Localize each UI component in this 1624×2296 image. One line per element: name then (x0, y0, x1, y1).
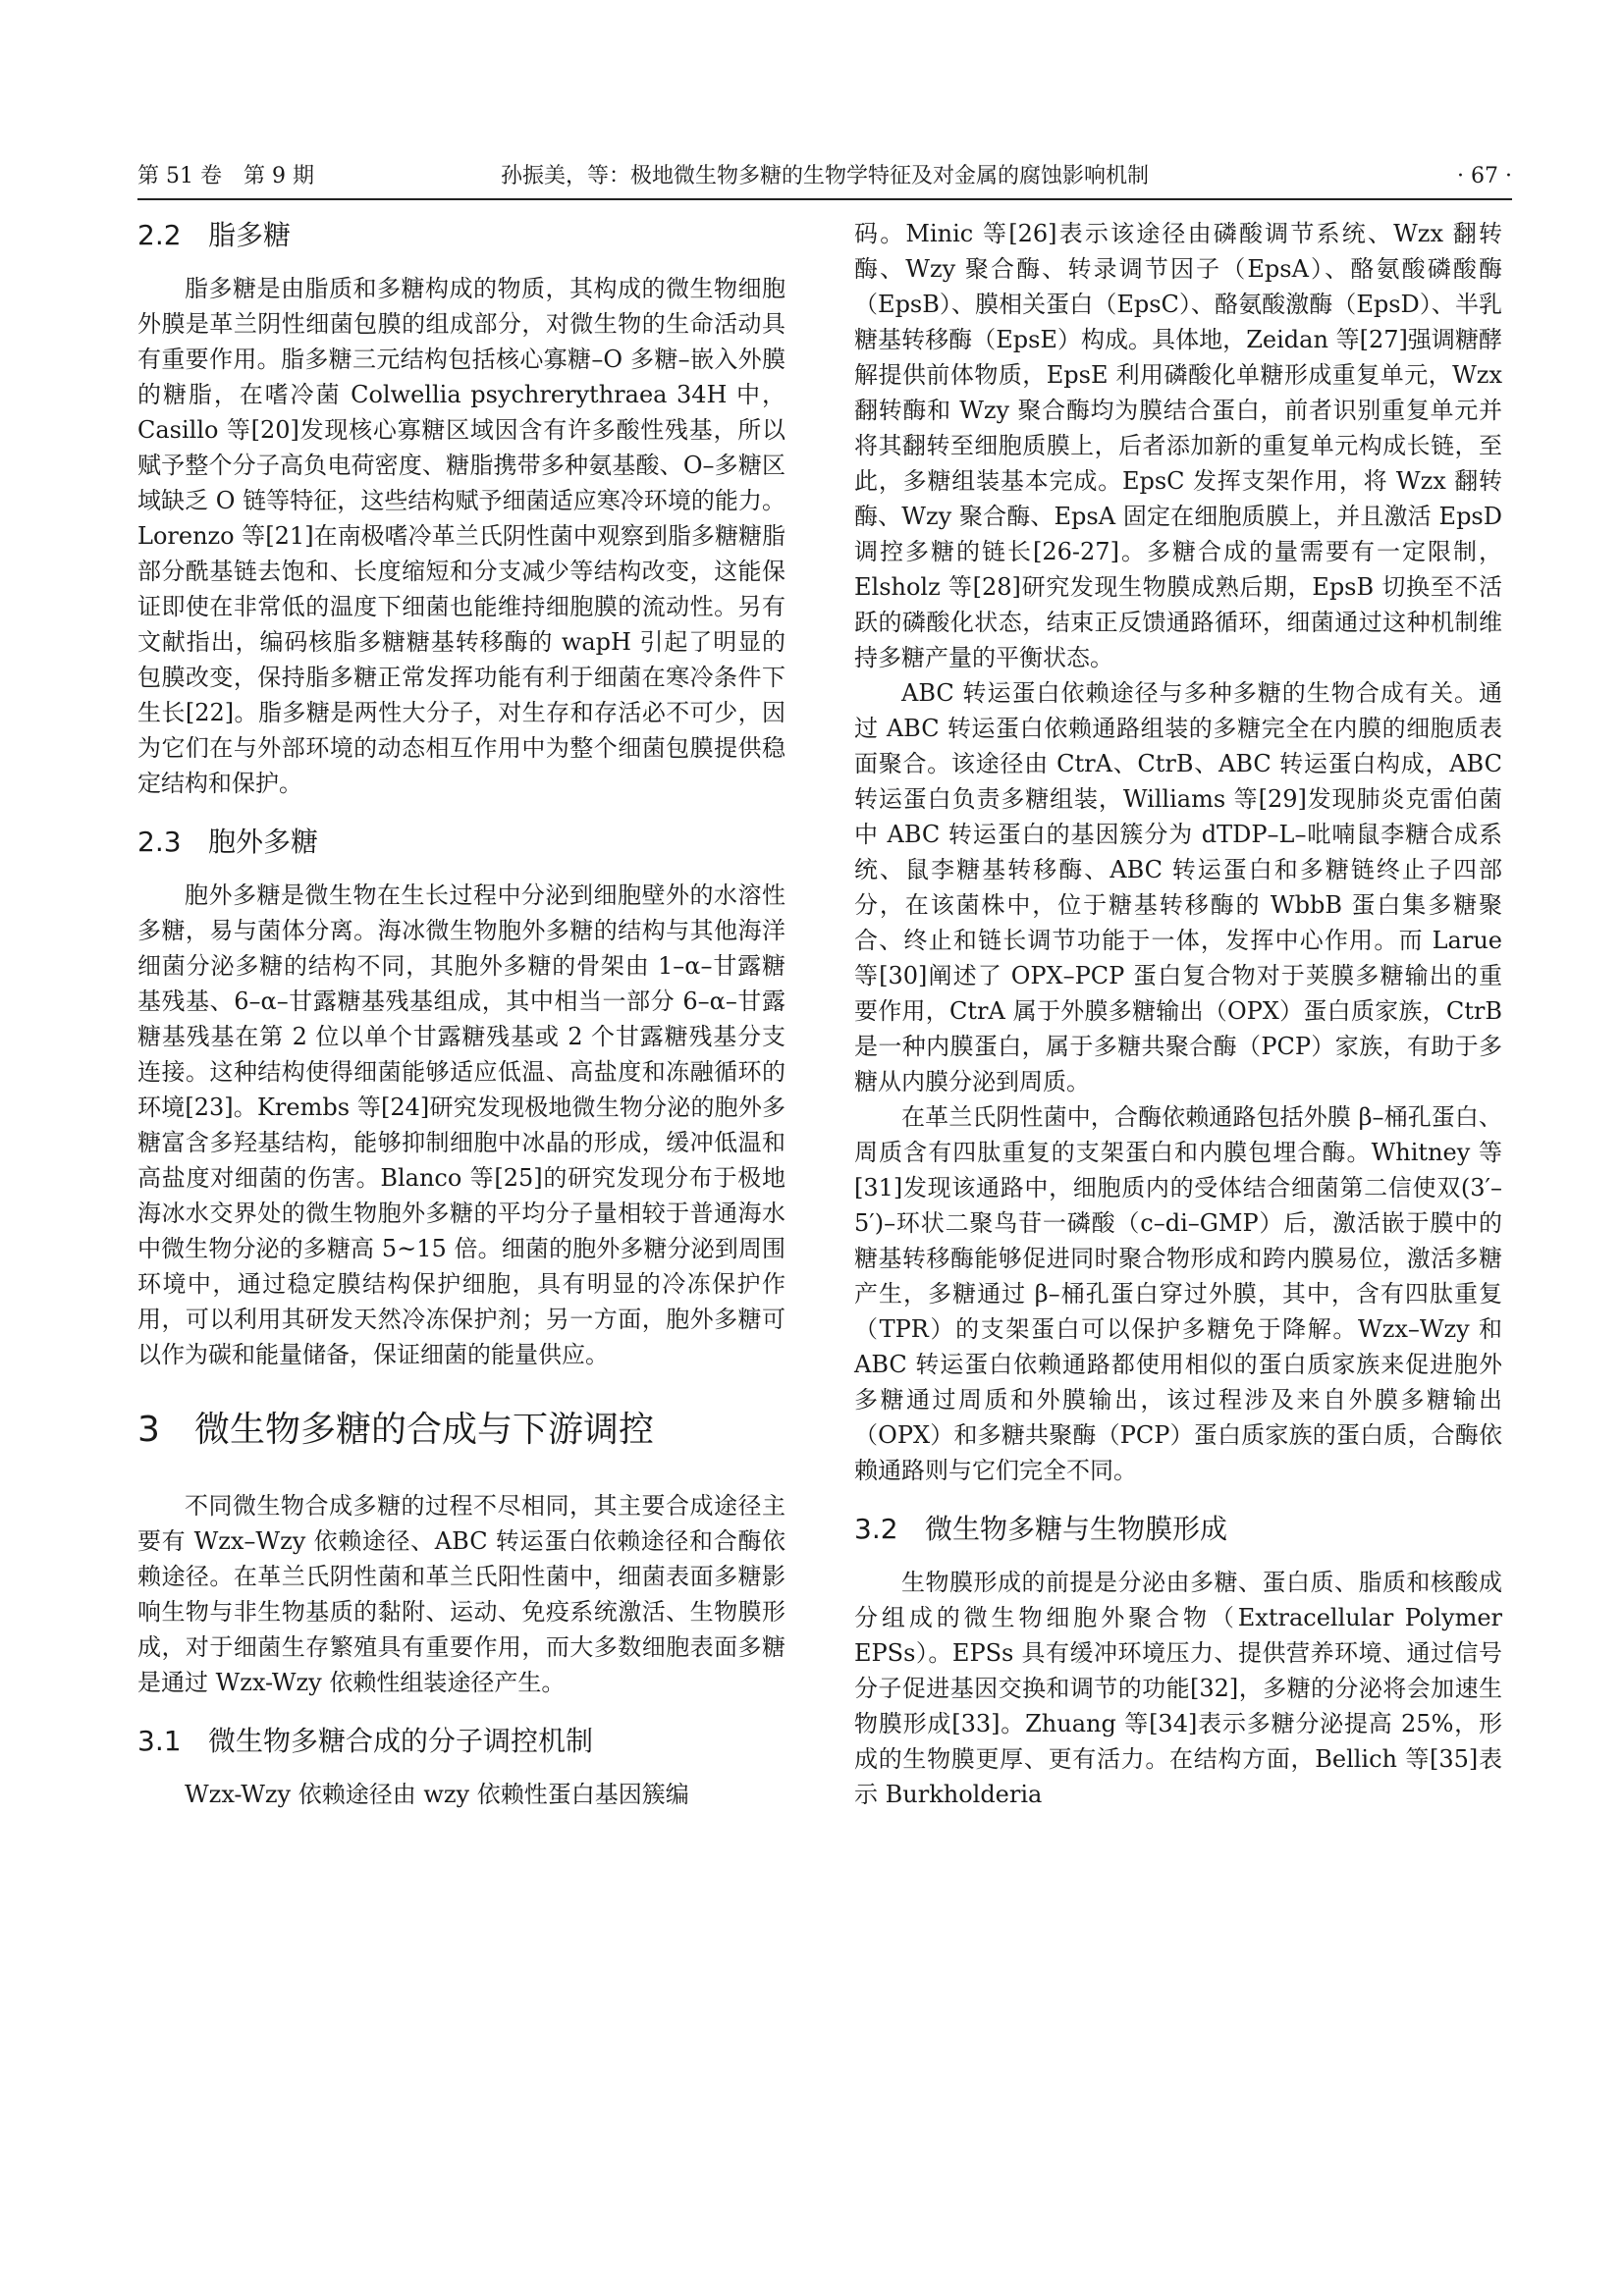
article-running-title: 孙振美，等：极地微生物多糖的生物学特征及对金属的腐蚀影响机制 (500, 164, 1149, 188)
section-heading-3-1 (137, 1722, 785, 1761)
right-column (854, 216, 1502, 1812)
section-number: 3.1 (137, 1725, 182, 1757)
section-number: 3 (137, 1410, 160, 1450)
paragraph-wzx-wzy-continued: 码。Minic 等[26]表示该途径由磷酸调节系统、Wzx 翻转酶、Wzy 聚合酶、转录调节因子（EpsA）、酪氨酸磷酸酶（EpsB）、膜相关蛋白（EpsC）、酪氨酸激酶（EpsD）、半乳糖基转移酶（EpsE）构成。具体地，Zeidan 等[27]强调糖酵解提供前体物质，EpsE 利用磷酸化单糖形成重复单元，Wzx 翻转酶和 Wzy 聚合酶均为膜结合蛋白，前者识别重复单元并将其翻转至细胞质膜上，后者添加新的重复单元构成长链，至此，多糖组装基本完成。EpsC 发挥支架作用，将 Wzx 翻转酶、Wzy 聚合酶、EpsA 固定在细胞质膜上，并且激活 EpsD 调控多糖的链长[26-27]。多糖合成的量需要有一定限制，Elsholz 等[28]研究发现生物膜成熟后期，EpsB 切换至不活跃的磷酸化状态，结束正反馈通路循环，细菌通过这种机制维持多糖产量的平衡状态。 (854, 220, 1502, 671)
section-heading-2-3 (137, 823, 785, 862)
paragraph-abc-transporter: ABC 转运蛋白依赖途径与多种多糖的生物合成有关。通过 ABC 转运蛋白依赖通路组装的多糖完全在内膜的细胞质表面聚合。该途径由 CtrA、CtrB、ABC 转运蛋白构成，ABC 转运蛋白负责多糖组装，Williams 等[29]发现肺炎克雷伯菌中 ABC 转运蛋白的基因簇分为 dTDP–L–吡喃鼠李糖合成系统、鼠李糖基转移酶、ABC 转运蛋白和多糖链终止子四部分，在该菌株中，位于糖基转移酶的 WbbB 蛋白集多糖聚合、终止和链长调节功能于一体，发挥中心作用。而 Larue 等[30]阐述了 OPX–PCP 蛋白复合物对于荚膜多糖输出的重要作用，CtrA 属于外膜多糖输出（OPX）蛋白质家族，CtrB 是一种内膜蛋白，属于多糖共聚合酶（PCP）家族，有助于多糖从内膜分泌到周质。 (854, 679, 1502, 1095)
section-title: 微生物多糖与生物膜形成 (925, 1513, 1228, 1545)
section-heading-3-2 (854, 1510, 1502, 1549)
section-title: 微生物多糖合成的分子调控机制 (208, 1725, 594, 1757)
paragraph-synthesis-overview: 不同微生物合成多糖的过程不尽相同，其主要合成途径主要有 Wzx–Wzy 依赖途径、ABC 转运蛋白依赖途径和合酶依赖途径。在革兰氏阴性菌和革兰氏阳性菌中，细菌表面多糖影响生物与非生物基质的黏附、运动、免疫系统激活、生物膜形成，对于细菌生存繁殖具有重要作用，而大多数细胞表面多糖是通过 Wzx-Wzy 依赖性组装途径产生。 (137, 1492, 785, 1696)
section-number: 2.3 (137, 826, 182, 858)
header-rule (137, 198, 1512, 200)
paragraph-exopolysaccharide: 胞外多糖是微生物在生长过程中分泌到细胞壁外的水溶性多糖，易与菌体分离。海冰微生物胞外多糖的结构与其他海洋细菌分泌多糖的结构不同，其胞外多糖的骨架由 1–α–甘露糖基残基、6–α–甘露糖基残基组成，其中相当一部分 6–α–甘露糖基残基在第 2 位以单个甘露糖残基或 2 个甘露糖残基分支连接。这种结构使得细菌能够适应低温、高盐度和冻融循环的环境[23]。Krembs 等[24]研究发现极地微生物分泌的胞外多糖富含多羟基结构，能够抑制细胞中冰晶的形成，缓冲低温和高盐度对细菌的伤害。Blanco 等[25]的研究发现分布于极地海冰水交界处的微生物胞外多糖的平均分子量相较于普通海水中微生物分泌的多糖高 5~15 倍。细菌的胞外多糖分泌到周围环境中，通过稳定膜结构保护细胞，具有明显的冷冻保护作用，可以利用其研发天然冷冻保护剂；另一方面，胞外多糖可以作为碳和能量储备，保证细菌的能量供应。 (137, 881, 785, 1368)
paragraph-synthase-pathway: 在革兰氏阴性菌中，合酶依赖通路包括外膜 β–桶孔蛋白、周质含有四肽重复的支架蛋白和内膜包埋合酶。Whitney 等[31]发现该通路中，细胞质内的受体结合细菌第二信使双(3′–5′)–环状二聚鸟苷一磷酸（c–di–GMP）后，激活嵌于膜中的糖基转移酶能够促进同时聚合物形成和跨内膜易位，激活多糖产生，多糖通过 β–桶孔蛋白穿过外膜，其中，含有四肽重复（TPR）的支架蛋白可以保护多糖免于降解。Wzx–Wzy 和 ABC 转运蛋白依赖通路都使用相似的蛋白质家族来促进胞外多糖通过周质和外膜输出，该过程涉及来自外膜多糖输出（OPX）和多糖共聚酶（PCP）蛋白质家族的蛋白质，合酶依赖通路则与它们完全不同。 (854, 1103, 1502, 1484)
running-header (137, 157, 1512, 196)
section-heading-2-2 (137, 216, 785, 255)
section-number: 2.2 (137, 219, 182, 251)
section-title: 脂多糖 (208, 219, 292, 251)
section-title: 微生物多糖的合成与下游调控 (194, 1410, 655, 1450)
section-heading-3 (137, 1406, 785, 1455)
section-title: 胞外多糖 (208, 826, 319, 858)
paragraph-lipopolysaccharide: 脂多糖是由脂质和多糖构成的物质，其构成的微生物细胞外膜是革兰阴性细菌包膜的组成部分，对微生物的生命活动具有重要作用。脂多糖三元结构包括核心寡糖–O 多糖–嵌入外膜的糖脂，在嗜冷菌 Colwellia psychrerythraea 34H 中，Casillo 等[20]发现核心寡糖区域因含有许多酸性残基，所以赋予整个分子高负电荷密度、糖脂携带多种氨基酸、O–多糖区域缺乏 O 链等特征，这些结构赋予细菌适应寒冷环境的能力。Lorenzo 等[21]在南极嗜冷革兰氏阴性菌中观察到脂多糖糖脂部分酰基链去饱和、长度缩短和分支减少等结构改变，这能保证即使在非常低的温度下细菌也能维持细胞膜的流动性。另有文献指出，编码核脂多糖糖基转移酶的 wapH 引起了明显的包膜改变，保持脂多糖正常发挥功能有利于细菌在寒冷条件下生长[22]。脂多糖是两性大分子，对生存和存活必不可少，因为它们在与外部环境的动态相互作用中为整个细菌包膜提供稳定结构和保护。 (137, 275, 785, 797)
paragraph-biofilm: 生物膜形成的前提是分泌由多糖、蛋白质、脂质和核酸成分组成的微生物细胞外聚合物（Extracellular Polymer EPSs）。EPSs 具有缓冲环境压力、提供营养环境、通过信号分子促进基因交换和调节的功能[32]，多糖的分泌将会加速生物膜形成[33]。Zhuang 等[34]表示多糖分泌提高 25%，形成的生物膜更厚、更有活力。在结构方面，Bellich 等[35]表示 Burkholderia (854, 1569, 1502, 1808)
left-column (137, 216, 785, 1812)
journal-volume-issue: 第 51 卷 第 9 期 (137, 164, 314, 188)
page-number: · 67 · (1457, 164, 1512, 188)
section-number: 3.2 (854, 1513, 898, 1545)
paragraph-wzx-wzy-start: Wzx-Wzy 依赖途径由 wzy 依赖性蛋白基因簇编 (185, 1781, 689, 1808)
